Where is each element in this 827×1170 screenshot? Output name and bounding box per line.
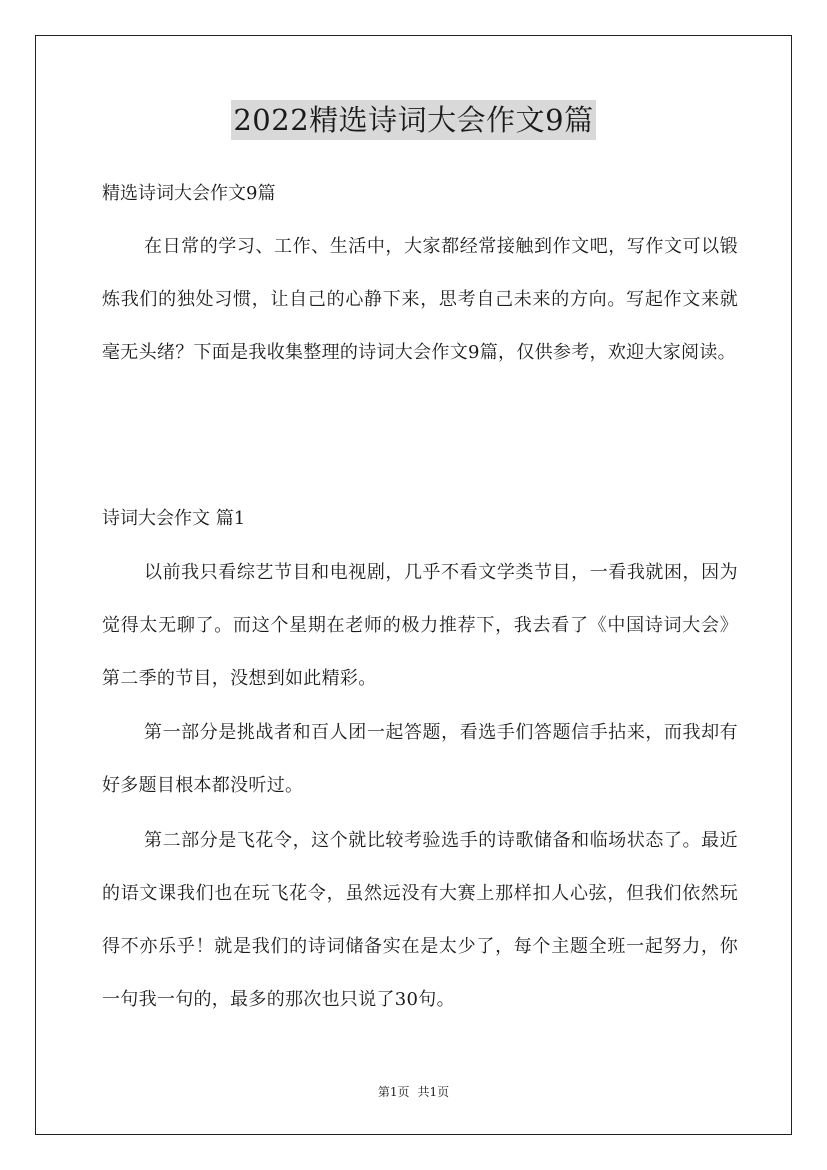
body-paragraph-1: 以前我只看综艺节目和电视剧，几乎不看文学类节目，一看我就困，因为觉得太无聊了。而这个星期在老师的极力推荐下，我去看了《中国诗词大会》第二季的节目，没想到如此精彩。 [102, 562, 738, 689]
body-paragraph-3: 第二部分是飞花令，这个就比较考验选手的诗歌储备和临场状态了。最近的语文课我们也在玩飞花令，虽然远没有大赛上那样扣人心弦，但我们依然玩得不亦乐乎！就是我们的诗词储备实在是太少了，每个主题全班一起努力，你一句我一句的，最多的那次也只说了30句。 [102, 830, 738, 1010]
document-subtitle: 精选诗词大会作文9篇 [102, 183, 276, 204]
page-number-current: 第1页 [377, 1085, 410, 1099]
body-paragraph-2: 第一部分是挑战者和百人团一起答题，看选手们答题信手拈来，而我却有好多题目根本都没听过。 [102, 722, 738, 796]
section-heading: 诗词大会作文 篇1 [102, 508, 246, 529]
page-footer [0, 1083, 827, 1101]
page-number-total: 共1页 [417, 1085, 450, 1099]
intro-paragraph: 在日常的学习、工作、生活中，大家都经常接触到作文吧，写作文可以锻炼我们的独处习惯，让自己的心静下来，思考自己未来的方向。写起作文来就毫无头绪？下面是我收集整理的诗词大会作文9篇，仅供参考，欢迎大家阅读。 [102, 236, 738, 363]
document-title-text: 2022精选诗词大会作文9篇 [231, 100, 595, 140]
document-title [0, 100, 827, 140]
